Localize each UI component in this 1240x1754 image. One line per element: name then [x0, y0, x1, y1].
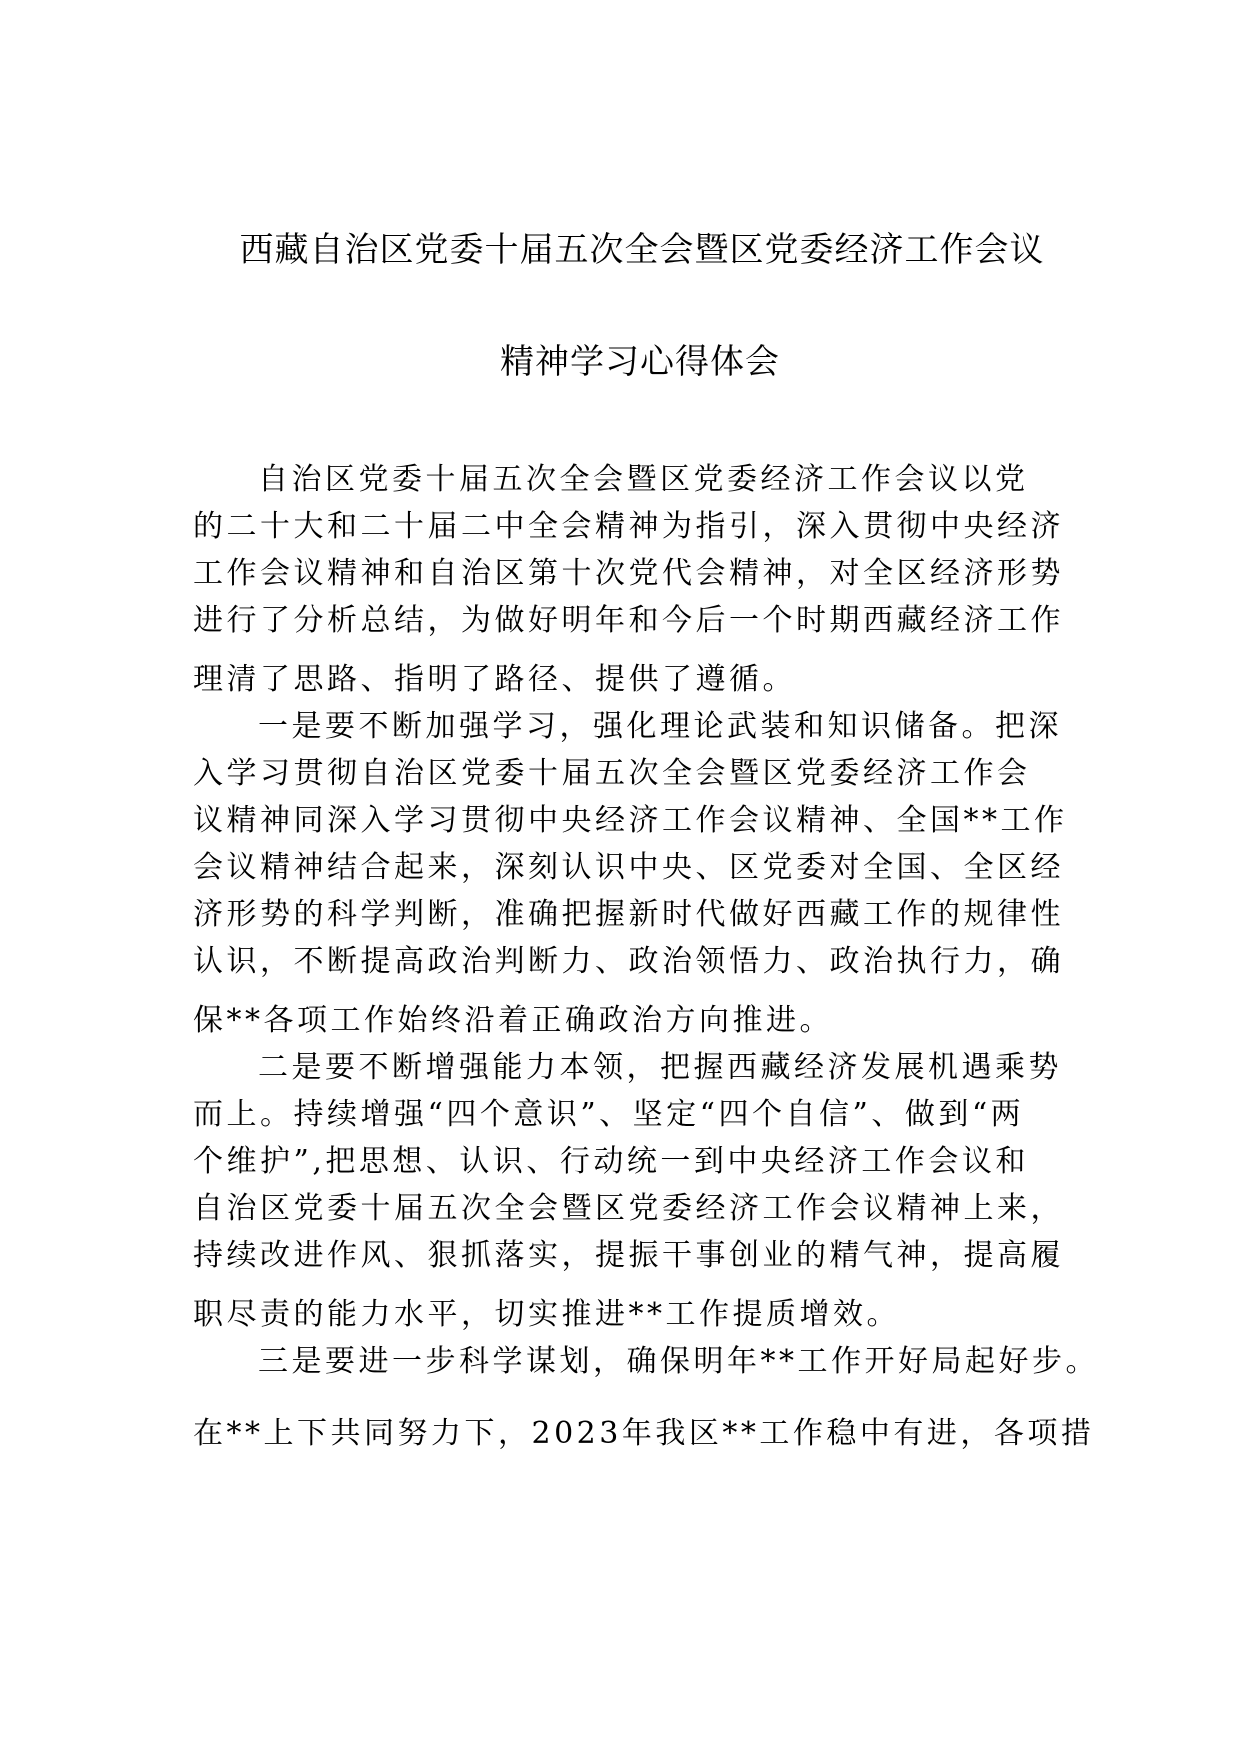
paragraph-2-line-2: 入学习贯彻自治区党委十届五次全会暨区党委经济工作会	[193, 756, 1031, 791]
paragraph-1-line-1: 自治区党委十届五次全会暨区党委经济工作会议以党	[258, 462, 1029, 497]
paragraph-1-line-4: 进行了分析总结，为做好明年和今后一个时期西藏经济工作	[193, 603, 1064, 638]
paragraph-4-line-1: 三是要进一步科学谋划，确保明年**工作开好局起好步。	[258, 1344, 1099, 1379]
paragraph-3-line-2: 而上。持续增强“四个意识”、坚定“四个自信”、做到“两	[193, 1097, 1025, 1132]
paragraph-2-line-6: 认识，不断提高政治判断力、政治领悟力、政治执行力，确	[193, 944, 1064, 979]
paragraph-3-line-6: 职尽责的能力水平，切实推进**工作提质增效。	[193, 1297, 900, 1332]
paragraph-3-line-5: 持续改进作风、狠抓落实，提振干事创业的精气神，提高履	[193, 1238, 1064, 1273]
paragraph-3-line-1: 二是要不断增强能力本领，把握西藏经济发展机遇乘势	[258, 1050, 1062, 1085]
document-title-line-2: 精神学习心得体会	[500, 342, 780, 382]
paragraph-4-line-2: 在**上下共同努力下，2023年我区**工作稳中有进，各项措	[193, 1416, 1095, 1451]
paragraph-2-line-5: 济形势的科学判断，准确把握新时代做好西藏工作的规律性	[193, 897, 1064, 932]
paragraph-2-line-3: 议精神同深入学习贯彻中央经济工作会议精神、全国**工作	[193, 803, 1068, 838]
paragraph-1-line-3: 工作会议精神和自治区第十次党代会精神，对全区经济形势	[193, 556, 1064, 591]
paragraph-3-line-4: 自治区党委十届五次全会暨区党委经济工作会议精神上来，	[193, 1191, 1064, 1226]
paragraph-2-line-1: 一是要不断加强学习，强化理论武装和知识储备。把深	[258, 709, 1062, 744]
paragraph-1-line-2: 的二十大和二十届二中全会精神为指引，深入贯彻中央经济	[193, 509, 1064, 544]
paragraph-2-line-4: 会议精神结合起来，深刻认识中央、区党委对全国、全区经	[193, 850, 1064, 885]
document-title-line-1: 西藏自治区党委十届五次全会暨区党委经济工作会议	[239, 230, 1045, 270]
paragraph-3-line-3: 个维护”,把思想、认识、行动统一到中央经济工作会议和	[193, 1144, 1029, 1179]
paragraph-1-line-5: 理清了思路、指明了路径、提供了遵循。	[193, 662, 796, 697]
paragraph-2-line-7: 保**各项工作始终沿着正确政治方向推进。	[193, 1003, 833, 1038]
